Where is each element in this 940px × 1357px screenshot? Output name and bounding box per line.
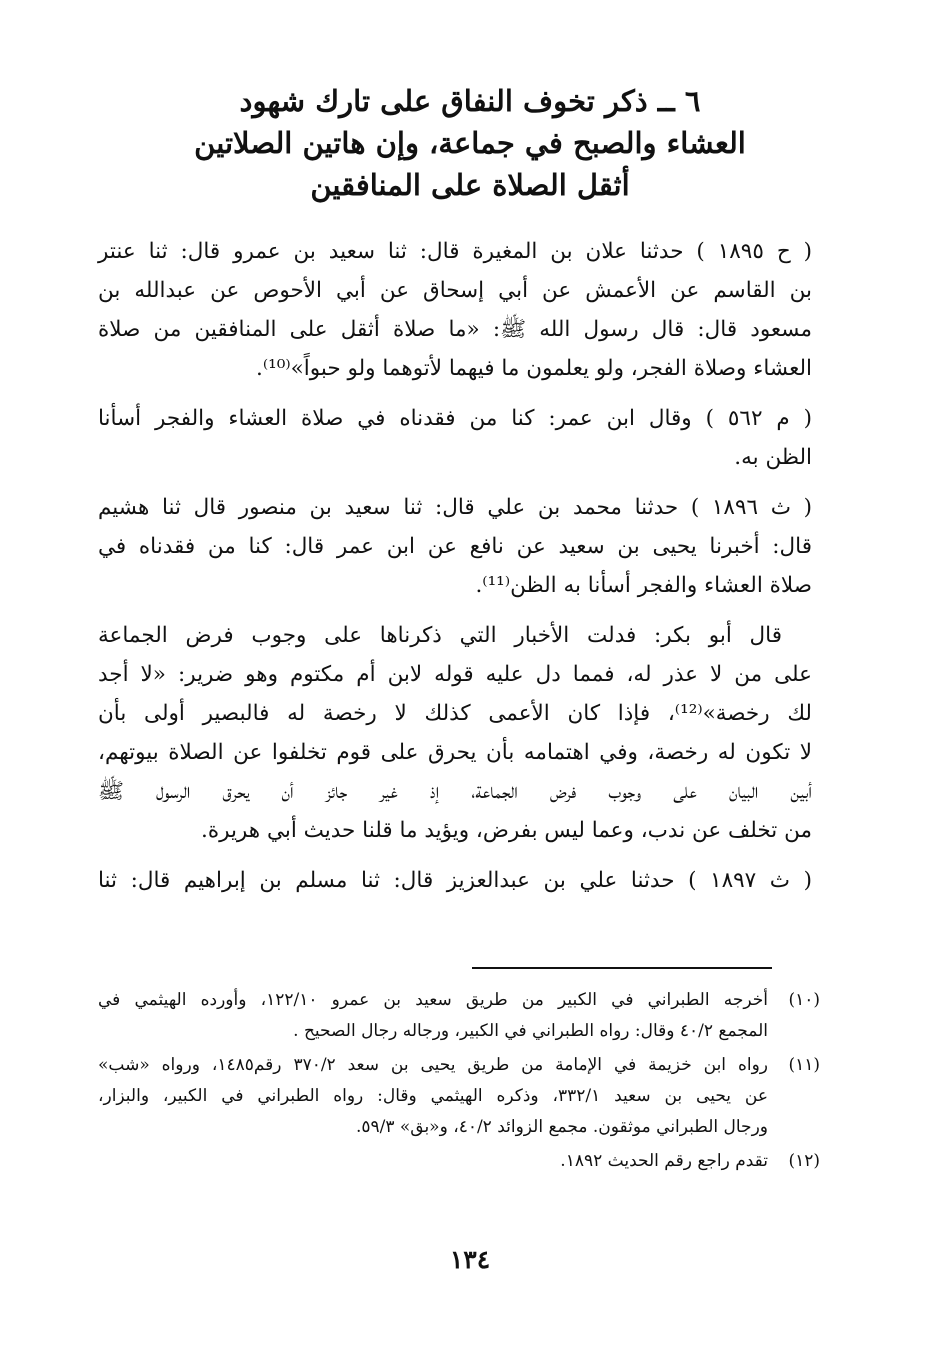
paragraph-commentary xyxy=(98,616,812,850)
paragraph-athar-562 xyxy=(98,399,812,477)
text-line: الظن به. xyxy=(734,445,812,470)
paragraph-athar-1897 xyxy=(98,861,812,900)
heading-line: ٦ ــ ذكر تخوف النفاق على تارك شهود xyxy=(239,84,701,118)
text-line: ( م ٥٦٢ ) وقال ابن عمر: كنا من فقدناه في صلاة العشاء والفجر أسأنا xyxy=(98,406,812,431)
footnote-line: عن يحيى بن سعيد ٣٣٢/١، وذكره الهيثمي وقال: رواه الطبراني في الكبير، والبزار، xyxy=(98,1086,768,1106)
footnote-12 xyxy=(98,1146,820,1177)
text-line: صلاة العشاء والفجر أسأنا به الظن⁽¹¹⁾. xyxy=(475,573,812,598)
text-line: لك رخصة»⁽¹²⁾، فإذا كان الأعمى كذلك لا رخصة له فالبصير أولى بأن xyxy=(98,701,812,726)
footnote-body xyxy=(98,985,768,1047)
footnote-line: المجمع ٤٠/٢ وقال: رواه الطبراني في الكبير، ورجاله رجال الصحيح . xyxy=(293,1021,768,1041)
paragraph-hadith-1895 xyxy=(98,232,812,388)
text-line: ( ث ١٨٩٧ ) حدثنا علي بن عبدالعزيز قال: ثنا مسلم بن إبراهيم قال: ثنا xyxy=(98,868,812,893)
text-line: على من لا عذر له، فمما دل عليه قوله لابن أم مكتوم وهو ضرير: «لا أجد xyxy=(98,662,812,687)
footnote-line: ورجال الطبراني موثقون. مجمع الزوائد ٤٠/٢، و«بق» ٥٩/٣. xyxy=(355,1117,768,1137)
main-text xyxy=(98,232,812,911)
heading-line: العشاء والصبح في جماعة، وإن هاتين الصلاتين xyxy=(194,126,746,160)
text-line: من تخلف عن ندب، وعما ليس بفرض، ويؤيد ما قلنا حديث أبي هريرة. xyxy=(200,818,812,843)
footnote-line: رواه ابن خزيمة في الإمامة من طريق يحيى بن سعد ٣٧٠/٢ رقم١٤٨٥، ورواه «شب» xyxy=(98,1055,768,1075)
footnote-body xyxy=(98,1146,768,1177)
footnotes xyxy=(98,985,820,1180)
footnote-10 xyxy=(98,985,820,1047)
chapter-heading xyxy=(60,80,880,206)
text-line: العشاء وصلاة الفجر، ولو يعلمون ما فيهما لأتوهما ولو حبواً»⁽¹⁰⁾. xyxy=(256,356,812,381)
footnote-body xyxy=(98,1050,768,1143)
text-line: ( ح ١٨٩٥ ) حدثنا علان بن المغيرة قال: ثنا سعيد بن عمرو قال: ثنا عنتر xyxy=(98,239,812,264)
footnote-number: (١٠) xyxy=(788,990,820,1010)
text-line: ( ث ١٨٩٦ ) حدثنا محمد بن علي قال: ثنا سعيد بن منصور قال ثنا هشيم xyxy=(98,495,812,520)
footnote-divider xyxy=(472,967,772,969)
heading-line: أثقل الصلاة على المنافقين xyxy=(310,168,630,202)
page-number: ١٣٤ xyxy=(449,1245,491,1274)
text-line: قال أبو بكر: فدلت الأخبار التي ذكرناها على وجوب فرض الجماعة xyxy=(98,623,782,648)
footnote-line: أخرجه الطبراني في الكبير من طريق سعيد بن عمرو ١٢٢/١٠، وأورده الهيثمي في xyxy=(98,990,768,1010)
text-line: لا تكون له رخصة، وفي اهتمامه بأن يحرق على قوم تخلفوا عن الصلاة بيوتهم، xyxy=(98,740,812,765)
text-line: مسعود قال: قال رسول الله ﷺ: «ما صلاة أثقل على المنافقين من صلاة xyxy=(98,317,812,342)
footnote-line: تقدم راجع رقم الحديث ١٨٩٢. xyxy=(560,1151,768,1171)
footnote-11 xyxy=(98,1050,820,1143)
text-line: أبين البيان على وجوب فرض الجماعة، إذ غير جائز أن يحرق الرسول ﷺ xyxy=(98,779,812,804)
text-line: بن القاسم عن الأعمش عن أبي إسحاق عن أبي الأحوص عن عبدالله بن xyxy=(98,278,812,303)
footnote-number: (١٢) xyxy=(788,1151,820,1171)
text-line: قال: أخبرنا يحيى بن سعيد عن نافع عن ابن عمر قال: كنا من فقدناه في xyxy=(98,534,812,559)
paragraph-athar-1896 xyxy=(98,488,812,605)
footnote-number: (١١) xyxy=(788,1055,820,1075)
